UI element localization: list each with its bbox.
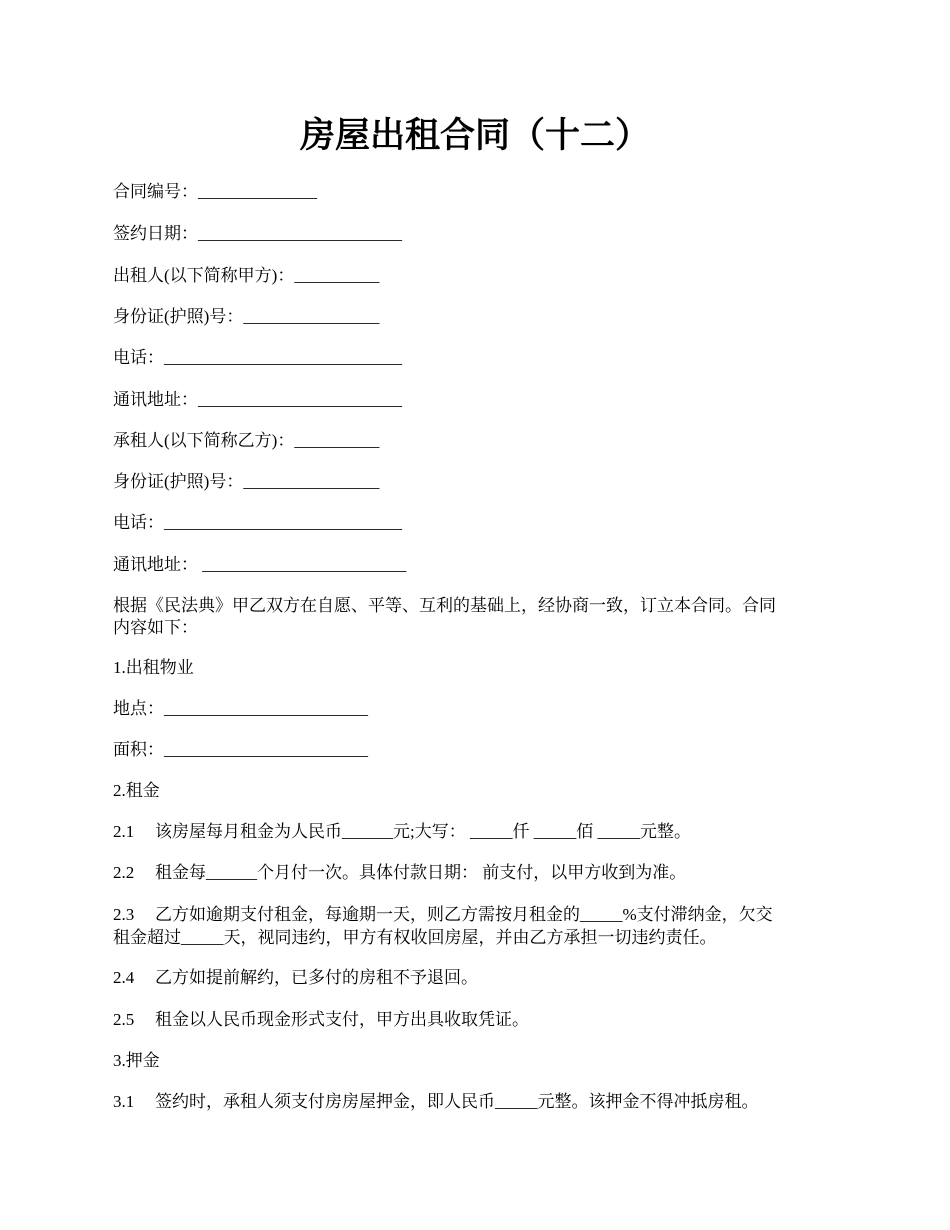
lessee-phone-field: 电话：____________________________ [113,513,402,532]
section-1-heading: 1.出租物业 [113,658,194,677]
document-title: 房屋出租合同（十二） [299,116,650,155]
section-3-heading: 3.押金 [113,1051,160,1070]
lessor-field: 出租人(以下简称甲方)：__________ [113,266,380,285]
area-field: 面积：________________________ [113,740,368,759]
clause-text: 该房屋每月租金为人民币______元;大写： _____仟 _____佰 _____元整。 [155,822,691,841]
section-2-heading: 2.租金 [113,781,160,800]
clause-number: 2.3 [113,905,135,924]
clause-number: 2.5 [113,1010,135,1029]
lessee-field: 承租人(以下简称乙方)：__________ [113,431,380,450]
clause-text: 租金以人民币现金形式支付，甲方出具收取凭证。 [155,1010,529,1029]
clause-text: 签约时，承租人须支付房房屋押金，即人民币_____元整。该押金不得冲抵房租。 [155,1092,759,1111]
intro-paragraph-line2: 内容如下： [113,618,198,637]
clause-text: 乙方如提前解约，已多付的房租不予退回。 [155,968,478,987]
lessee-address-field: 通讯地址： ________________________ [113,555,407,574]
signing-date-field: 签约日期：________________________ [113,224,402,243]
lessee-id-field: 身份证(护照)号：________________ [113,472,380,491]
clause-2-4 [113,966,843,990]
clause-3-1 [113,1090,843,1114]
intro-paragraph-line1: 根据《民法典》甲乙双方在自愿、平等、互利的基础上，经协商一致，订立本合同。合同 [113,596,776,615]
clause-2-5 [113,1008,843,1032]
lessor-id-field: 身份证(护照)号：________________ [113,307,380,326]
clause-2-2 [113,861,843,885]
clause-text: 租金每______个月付一次。具体付款日期： 前支付，以甲方收到为准。 [155,863,687,882]
clause-2-3 [113,903,843,927]
clause-number: 2.2 [113,863,135,882]
clause-2-1 [113,820,843,844]
clause-text: 乙方如逾期支付租金，每逾期一天，则乙方需按月租金的_____%支付滞纳金，欠交 [155,905,773,924]
clause-number: 2.4 [113,968,135,987]
clause-number: 2.1 [113,822,135,841]
clause-number: 3.1 [113,1092,135,1111]
lessor-phone-field: 电话：____________________________ [113,348,402,367]
lessor-address-field: 通讯地址：________________________ [113,390,402,409]
clause-2-3-continued: 租金超过_____天，视同违约，甲方有权收回房屋，并由乙方承担一切违约责任。 [113,928,717,947]
location-field: 地点：________________________ [113,699,368,718]
contract-number-field: 合同编号：______________ [113,182,317,201]
